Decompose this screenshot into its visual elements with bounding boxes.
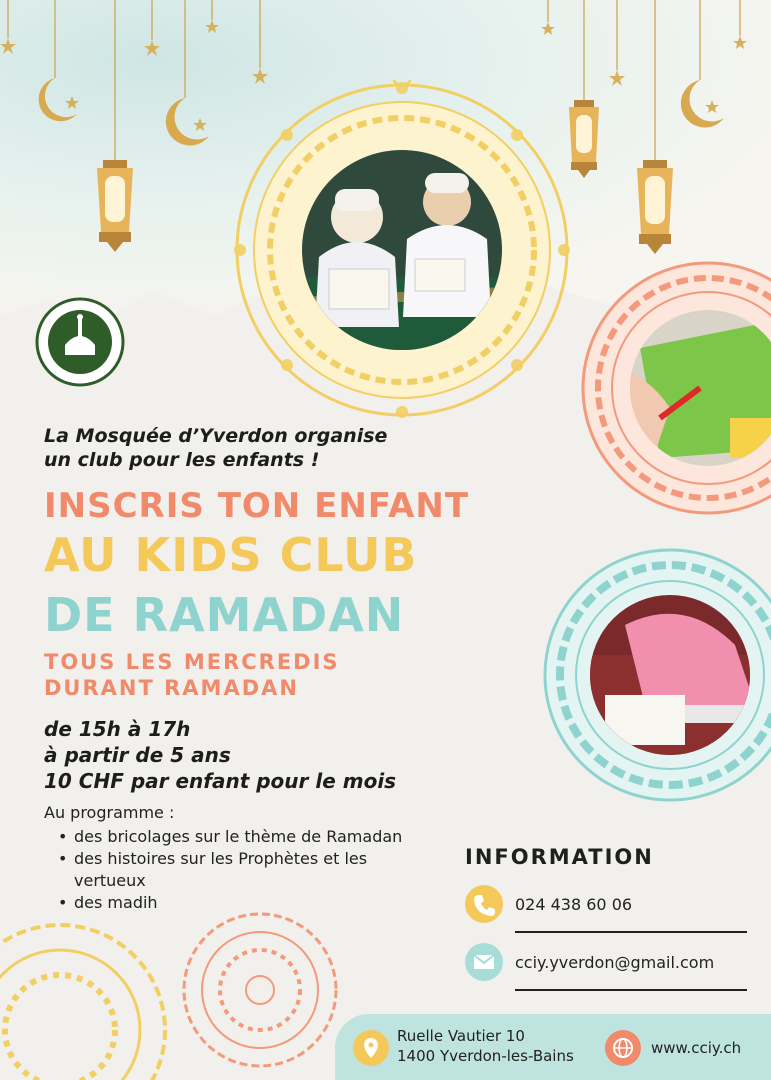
email-row[interactable]: [465, 943, 750, 987]
star-icon: [733, 36, 747, 49]
phone-number: 024 438 60 06: [515, 895, 633, 914]
lantern-icon: [97, 160, 133, 252]
lantern-icon: [569, 100, 599, 178]
star-icon: [144, 40, 160, 56]
address: [397, 1026, 574, 1066]
crescent-moon-icon: [681, 80, 724, 127]
program-item: • des bricolages sur le thème de Ramadan: [56, 826, 466, 848]
mail-icon: [465, 943, 503, 981]
event-hours: de 15h à 17h: [44, 717, 191, 741]
email-address: cciy.yverdon@gmail.com: [515, 953, 715, 972]
location-pin-icon: [353, 1030, 389, 1066]
schedule-line-1: TOUS LES MERCREDIS: [44, 650, 340, 674]
footer-bar: [335, 1014, 771, 1080]
program-list: [56, 826, 466, 914]
program-label: Au programme :: [44, 803, 175, 822]
address-line-1: Ruelle Vautier 10: [397, 1027, 525, 1045]
headline-line-2: AU KIDS CLUB: [44, 528, 418, 582]
lantern-icon: [637, 160, 673, 254]
website-link[interactable]: www.cciy.ch: [651, 1039, 742, 1057]
phone-icon: [465, 885, 503, 923]
phone-row[interactable]: [465, 885, 750, 929]
program-item: • des madih: [56, 892, 466, 914]
program-item-line-2: vertueux: [74, 871, 146, 890]
star-icon: [0, 38, 16, 54]
program-item: [56, 848, 466, 892]
star-icon: [205, 20, 219, 33]
photo-children-reading-quran: [299, 147, 505, 353]
photo-girl-drawing: [585, 595, 755, 765]
event-price: 10 CHF par enfant pour le mois: [44, 769, 397, 793]
divider: [515, 931, 747, 933]
photo-craft-cutting-paper: [620, 308, 771, 468]
event-age: à partir de 5 ans: [44, 743, 231, 767]
crescent-moon-icon: [166, 98, 209, 145]
intro-text: [44, 424, 484, 472]
schedule-line-2: DURANT RAMADAN: [44, 676, 299, 700]
star-icon: [193, 118, 207, 131]
event-details: [44, 716, 464, 794]
intro-line-1: La Mosquée d’Yverdon organise: [44, 425, 388, 447]
address-line-2: 1400 Yverdon-les-Bains: [397, 1047, 574, 1065]
divider: [515, 989, 747, 991]
mandala-coral-bottom: [175, 910, 345, 1070]
intro-line-2: un club pour les enfants !: [44, 449, 320, 471]
star-icon: [541, 22, 555, 35]
headline-line-3: DE RAMADAN: [44, 588, 405, 642]
globe-icon: [605, 1030, 641, 1066]
star-icon: [705, 100, 719, 113]
mandala-yellow-bottom: [0, 920, 180, 1080]
information-title: INFORMATION: [465, 845, 654, 869]
mosque-logo: [35, 297, 125, 387]
program-item-line-1: des histoires sur les Prophètes et les: [74, 849, 368, 868]
headline-line-1: INSCRIS TON ENFANT: [44, 486, 470, 526]
star-icon: [65, 96, 79, 109]
star-icon: [609, 70, 625, 86]
